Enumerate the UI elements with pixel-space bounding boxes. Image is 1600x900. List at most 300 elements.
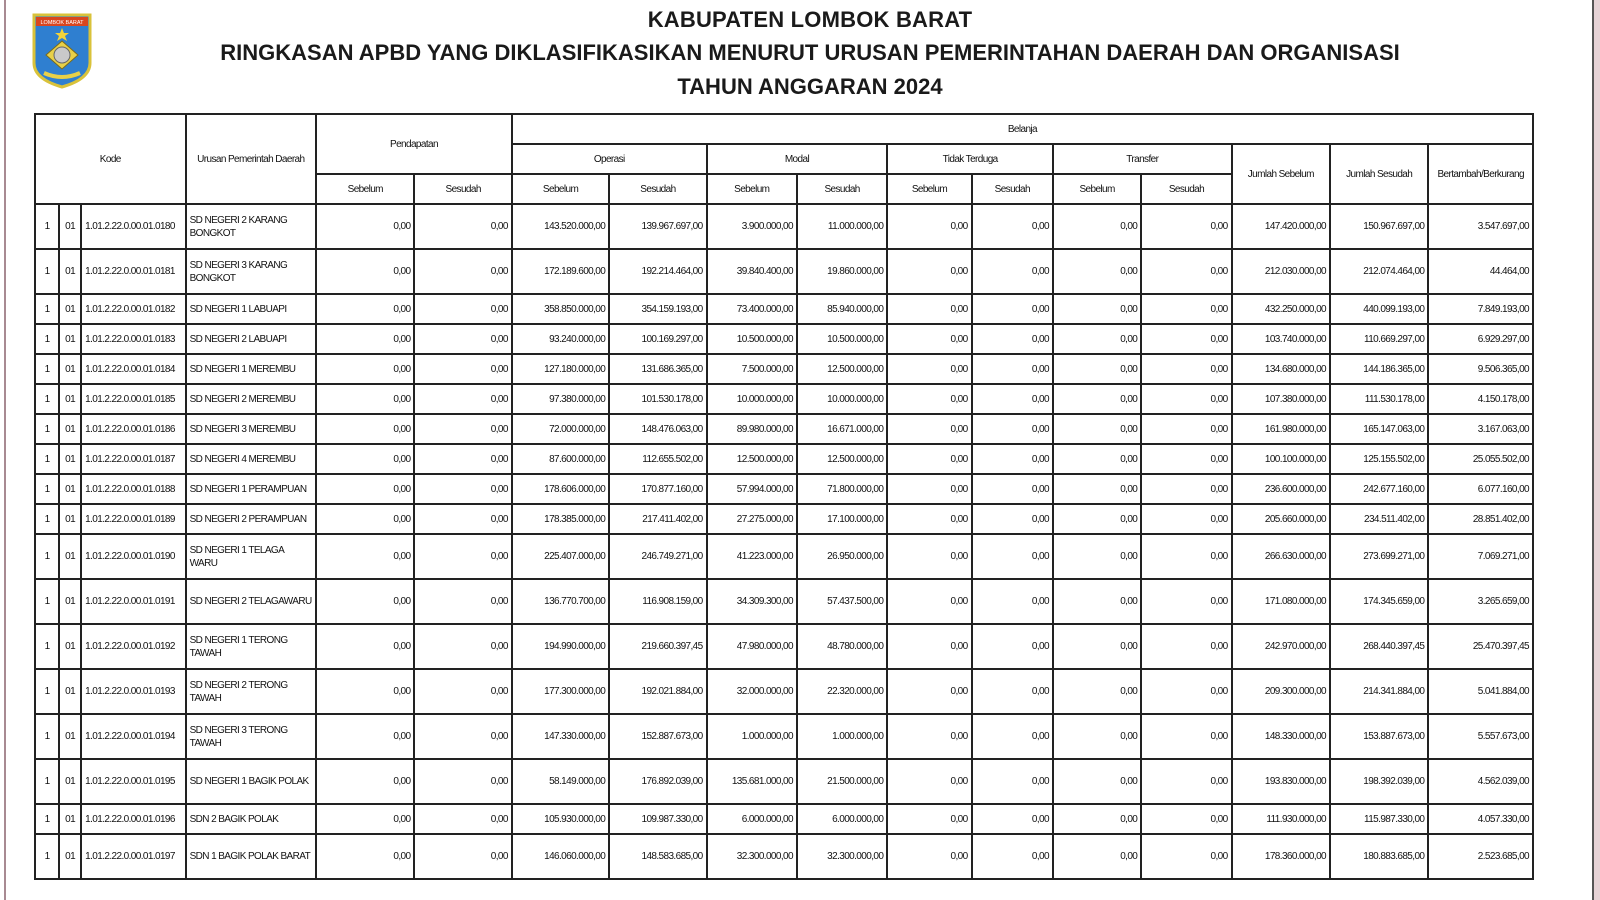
pendapatan-sesudah-cell: 0,00 <box>414 534 511 579</box>
jumlah-sebelum-cell: 107.380.000,00 <box>1232 384 1330 414</box>
jumlah-sesudah-cell: 150.967.697,00 <box>1330 204 1428 249</box>
pendapatan-sesudah-cell: 0,00 <box>414 834 511 879</box>
modal-sebelum-cell: 27.275.000,00 <box>707 504 797 534</box>
kode-level1-cell: 1 <box>35 474 59 504</box>
kode-level1-cell: 1 <box>35 534 59 579</box>
pendapatan-sebelum-cell: 0,00 <box>316 804 414 834</box>
table-row <box>35 474 1533 504</box>
modal-sebelum-cell: 41.223.000,00 <box>707 534 797 579</box>
modal-sesudah-cell: 32.300.000,00 <box>797 834 887 879</box>
modal-sesudah-cell: 85.940.000,00 <box>797 294 887 324</box>
kode-rekening-cell: 1.01.2.22.0.00.01.0181 <box>81 249 185 294</box>
pendapatan-sesudah-cell: 0,00 <box>414 324 511 354</box>
tidak-terduga-sesudah-cell: 0,00 <box>972 474 1053 504</box>
kode-level2-cell: 01 <box>59 669 81 714</box>
apbd-summary-table <box>34 113 1534 880</box>
tidak-terduga-sebelum-cell: 0,00 <box>887 534 971 579</box>
kode-level1-cell: 1 <box>35 759 59 804</box>
kode-level1-cell: 1 <box>35 714 59 759</box>
operasi-sebelum-cell: 225.407.000,00 <box>512 534 609 579</box>
transfer-sesudah-cell: 0,00 <box>1141 294 1231 324</box>
modal-sebelum-cell: 1.000.000,00 <box>707 714 797 759</box>
tidak-terduga-sebelum-cell: 0,00 <box>887 579 971 624</box>
pendapatan-sesudah-cell: 0,00 <box>414 354 511 384</box>
tidak-terduga-sebelum-cell: 0,00 <box>887 249 971 294</box>
header-jumlah-sebelum: Jumlah Sebelum <box>1232 144 1330 204</box>
transfer-sebelum-cell: 0,00 <box>1053 324 1141 354</box>
jumlah-sebelum-cell: 178.360.000,00 <box>1232 834 1330 879</box>
transfer-sebelum-cell: 0,00 <box>1053 294 1141 324</box>
header-modal-sebelum: Sebelum <box>707 174 797 204</box>
transfer-sebelum-cell: 0,00 <box>1053 384 1141 414</box>
operasi-sebelum-cell: 93.240.000,00 <box>512 324 609 354</box>
nama-organisasi-cell: SD NEGERI 4 MEREMBU <box>186 444 317 474</box>
operasi-sebelum-cell: 127.180.000,00 <box>512 354 609 384</box>
jumlah-sesudah-cell: 111.530.178,00 <box>1330 384 1428 414</box>
pendapatan-sesudah-cell: 0,00 <box>414 714 511 759</box>
tidak-terduga-sebelum-cell: 0,00 <box>887 504 971 534</box>
pendapatan-sesudah-cell: 0,00 <box>414 624 511 669</box>
operasi-sebelum-cell: 136.770.700,00 <box>512 579 609 624</box>
pendapatan-sesudah-cell: 0,00 <box>414 294 511 324</box>
tidak-terduga-sebelum-cell: 0,00 <box>887 384 971 414</box>
modal-sebelum-cell: 34.309.300,00 <box>707 579 797 624</box>
kode-level2-cell: 01 <box>59 534 81 579</box>
operasi-sesudah-cell: 139.967.697,00 <box>609 204 706 249</box>
tidak-terduga-sesudah-cell: 0,00 <box>972 249 1053 294</box>
pendapatan-sebelum-cell: 0,00 <box>316 414 414 444</box>
modal-sesudah-cell: 71.800.000,00 <box>797 474 887 504</box>
jumlah-sesudah-cell: 440.099.193,00 <box>1330 294 1428 324</box>
header-pendapatan-sebelum: Sebelum <box>316 174 414 204</box>
pendapatan-sesudah-cell: 0,00 <box>414 669 511 714</box>
tidak-terduga-sesudah-cell: 0,00 <box>972 354 1053 384</box>
pendapatan-sebelum-cell: 0,00 <box>316 249 414 294</box>
pendapatan-sebelum-cell: 0,00 <box>316 534 414 579</box>
pendapatan-sebelum-cell: 0,00 <box>316 474 414 504</box>
operasi-sebelum-cell: 105.930.000,00 <box>512 804 609 834</box>
operasi-sesudah-cell: 100.169.297,00 <box>609 324 706 354</box>
kode-rekening-cell: 1.01.2.22.0.00.01.0185 <box>81 384 185 414</box>
operasi-sesudah-cell: 217.411.402,00 <box>609 504 706 534</box>
pendapatan-sebelum-cell: 0,00 <box>316 759 414 804</box>
header-bertambah-berkurang: Bertambah/Berkurang <box>1428 144 1533 204</box>
kode-level1-cell: 1 <box>35 249 59 294</box>
title-tahun: TAHUN ANGGARAN 2024 <box>677 74 943 99</box>
modal-sebelum-cell: 32.000.000,00 <box>707 669 797 714</box>
tidak-terduga-sebelum-cell: 0,00 <box>887 354 971 384</box>
transfer-sebelum-cell: 0,00 <box>1053 804 1141 834</box>
operasi-sesudah-cell: 131.686.365,00 <box>609 354 706 384</box>
nama-organisasi-cell: SD NEGERI 3 MEREMBU <box>186 414 317 444</box>
transfer-sesudah-cell: 0,00 <box>1141 354 1231 384</box>
tidak-terduga-sesudah-cell: 0,00 <box>972 834 1053 879</box>
transfer-sesudah-cell: 0,00 <box>1141 324 1231 354</box>
transfer-sesudah-cell: 0,00 <box>1141 669 1231 714</box>
tidak-terduga-sebelum-cell: 0,00 <box>887 759 971 804</box>
pendapatan-sebelum-cell: 0,00 <box>316 204 414 249</box>
header-operasi-sesudah: Sesudah <box>609 174 706 204</box>
header-operasi: Operasi <box>512 144 707 174</box>
kode-level2-cell: 01 <box>59 249 81 294</box>
bertambah-berkurang-cell: 7.069.271,00 <box>1428 534 1533 579</box>
jumlah-sesudah-cell: 273.699.271,00 <box>1330 534 1428 579</box>
operasi-sesudah-cell: 246.749.271,00 <box>609 534 706 579</box>
transfer-sebelum-cell: 0,00 <box>1053 669 1141 714</box>
kode-level1-cell: 1 <box>35 204 59 249</box>
header-modal: Modal <box>707 144 888 174</box>
transfer-sesudah-cell: 0,00 <box>1141 414 1231 444</box>
jumlah-sesudah-cell: 115.987.330,00 <box>1330 804 1428 834</box>
pendapatan-sesudah-cell: 0,00 <box>414 579 511 624</box>
header-modal-sesudah: Sesudah <box>797 174 887 204</box>
transfer-sesudah-cell: 0,00 <box>1141 759 1231 804</box>
modal-sebelum-cell: 12.500.000,00 <box>707 444 797 474</box>
operasi-sebelum-cell: 177.300.000,00 <box>512 669 609 714</box>
kode-level2-cell: 01 <box>59 324 81 354</box>
operasi-sesudah-cell: 219.660.397,45 <box>609 624 706 669</box>
tidak-terduga-sesudah-cell: 0,00 <box>972 384 1053 414</box>
transfer-sebelum-cell: 0,00 <box>1053 354 1141 384</box>
transfer-sesudah-cell: 0,00 <box>1141 624 1231 669</box>
page-margin-right <box>1594 0 1600 900</box>
bertambah-berkurang-cell: 3.547.697,00 <box>1428 204 1533 249</box>
modal-sebelum-cell: 89.980.000,00 <box>707 414 797 444</box>
operasi-sebelum-cell: 58.149.000,00 <box>512 759 609 804</box>
page-edge-left <box>4 0 6 900</box>
operasi-sesudah-cell: 176.892.039,00 <box>609 759 706 804</box>
jumlah-sesudah-cell: 125.155.502,00 <box>1330 444 1428 474</box>
modal-sebelum-cell: 6.000.000,00 <box>707 804 797 834</box>
tidak-terduga-sesudah-cell: 0,00 <box>972 714 1053 759</box>
modal-sesudah-cell: 6.000.000,00 <box>797 804 887 834</box>
modal-sebelum-cell: 10.500.000,00 <box>707 324 797 354</box>
jumlah-sebelum-cell: 193.830.000,00 <box>1232 759 1330 804</box>
jumlah-sesudah-cell: 174.345.659,00 <box>1330 579 1428 624</box>
nama-organisasi-cell: SD NEGERI 1 TERONG TAWAH <box>186 624 317 669</box>
tidak-terduga-sebelum-cell: 0,00 <box>887 804 971 834</box>
jumlah-sesudah-cell: 234.511.402,00 <box>1330 504 1428 534</box>
jumlah-sebelum-cell: 147.420.000,00 <box>1232 204 1330 249</box>
bertambah-berkurang-cell: 4.150.178,00 <box>1428 384 1533 414</box>
nama-organisasi-cell: SD NEGERI 2 LABUAPI <box>186 324 317 354</box>
transfer-sesudah-cell: 0,00 <box>1141 504 1231 534</box>
kode-level1-cell: 1 <box>35 444 59 474</box>
modal-sesudah-cell: 48.780.000,00 <box>797 624 887 669</box>
bertambah-berkurang-cell: 7.849.193,00 <box>1428 294 1533 324</box>
kode-rekening-cell: 1.01.2.22.0.00.01.0186 <box>81 414 185 444</box>
tidak-terduga-sesudah-cell: 0,00 <box>972 324 1053 354</box>
header-tt-sebelum: Sebelum <box>887 174 971 204</box>
modal-sebelum-cell: 32.300.000,00 <box>707 834 797 879</box>
jumlah-sebelum-cell: 266.630.000,00 <box>1232 534 1330 579</box>
transfer-sesudah-cell: 0,00 <box>1141 534 1231 579</box>
nama-organisasi-cell: SD NEGERI 2 MEREMBU <box>186 384 317 414</box>
modal-sebelum-cell: 73.400.000,00 <box>707 294 797 324</box>
table-row <box>35 249 1533 294</box>
tidak-terduga-sebelum-cell: 0,00 <box>887 294 971 324</box>
operasi-sebelum-cell: 87.600.000,00 <box>512 444 609 474</box>
operasi-sebelum-cell: 194.990.000,00 <box>512 624 609 669</box>
pendapatan-sebelum-cell: 0,00 <box>316 504 414 534</box>
nama-organisasi-cell: SD NEGERI 1 BAGIK POLAK <box>186 759 317 804</box>
tidak-terduga-sesudah-cell: 0,00 <box>972 804 1053 834</box>
operasi-sebelum-cell: 97.380.000,00 <box>512 384 609 414</box>
kode-level1-cell: 1 <box>35 354 59 384</box>
transfer-sesudah-cell: 0,00 <box>1141 474 1231 504</box>
modal-sesudah-cell: 17.100.000,00 <box>797 504 887 534</box>
header-jumlah-sesudah: Jumlah Sesudah <box>1330 144 1428 204</box>
modal-sebelum-cell: 47.980.000,00 <box>707 624 797 669</box>
table-row <box>35 579 1533 624</box>
nama-organisasi-cell: SD NEGERI 2 TERONG TAWAH <box>186 669 317 714</box>
nama-organisasi-cell: SD NEGERI 2 TELAGAWARU <box>186 579 317 624</box>
modal-sesudah-cell: 1.000.000,00 <box>797 714 887 759</box>
modal-sesudah-cell: 26.950.000,00 <box>797 534 887 579</box>
pendapatan-sebelum-cell: 0,00 <box>316 324 414 354</box>
nama-organisasi-cell: SD NEGERI 1 TELAGA WARU <box>186 534 317 579</box>
nama-organisasi-cell: SDN 2 BAGIK POLAK <box>186 804 317 834</box>
pendapatan-sebelum-cell: 0,00 <box>316 384 414 414</box>
modal-sebelum-cell: 3.900.000,00 <box>707 204 797 249</box>
tidak-terduga-sebelum-cell: 0,00 <box>887 204 971 249</box>
transfer-sesudah-cell: 0,00 <box>1141 249 1231 294</box>
modal-sesudah-cell: 57.437.500,00 <box>797 579 887 624</box>
table-row <box>35 384 1533 414</box>
jumlah-sebelum-cell: 242.970.000,00 <box>1232 624 1330 669</box>
kode-rekening-cell: 1.01.2.22.0.00.01.0192 <box>81 624 185 669</box>
kode-level2-cell: 01 <box>59 474 81 504</box>
jumlah-sebelum-cell: 161.980.000,00 <box>1232 414 1330 444</box>
nama-organisasi-cell: SD NEGERI 1 PERAMPUAN <box>186 474 317 504</box>
bertambah-berkurang-cell: 44.464,00 <box>1428 249 1533 294</box>
jumlah-sesudah-cell: 268.440.397,45 <box>1330 624 1428 669</box>
tidak-terduga-sebelum-cell: 0,00 <box>887 474 971 504</box>
kode-level2-cell: 01 <box>59 834 81 879</box>
transfer-sesudah-cell: 0,00 <box>1141 444 1231 474</box>
modal-sesudah-cell: 21.500.000,00 <box>797 759 887 804</box>
title-ringkasan: RINGKASAN APBD YANG DIKLASIFIKASIKAN MENURUT URUSAN PEMERINTAHAN DAERAH DAN ORGANISASI <box>220 40 1400 65</box>
operasi-sesudah-cell: 148.476.063,00 <box>609 414 706 444</box>
operasi-sesudah-cell: 112.655.502,00 <box>609 444 706 474</box>
transfer-sesudah-cell: 0,00 <box>1141 714 1231 759</box>
modal-sebelum-cell: 10.000.000,00 <box>707 384 797 414</box>
kode-level2-cell: 01 <box>59 759 81 804</box>
table-row <box>35 759 1533 804</box>
header-transfer-sebelum: Sebelum <box>1053 174 1141 204</box>
jumlah-sesudah-cell: 110.669.297,00 <box>1330 324 1428 354</box>
bertambah-berkurang-cell: 25.470.397,45 <box>1428 624 1533 669</box>
pendapatan-sesudah-cell: 0,00 <box>414 504 511 534</box>
pendapatan-sebelum-cell: 0,00 <box>316 354 414 384</box>
table-row <box>35 669 1533 714</box>
modal-sebelum-cell: 57.994.000,00 <box>707 474 797 504</box>
pendapatan-sesudah-cell: 0,00 <box>414 384 511 414</box>
kode-level1-cell: 1 <box>35 324 59 354</box>
pendapatan-sebelum-cell: 0,00 <box>316 579 414 624</box>
jumlah-sebelum-cell: 100.100.000,00 <box>1232 444 1330 474</box>
bertambah-berkurang-cell: 5.041.884,00 <box>1428 669 1533 714</box>
transfer-sesudah-cell: 0,00 <box>1141 384 1231 414</box>
transfer-sebelum-cell: 0,00 <box>1053 834 1141 879</box>
pendapatan-sebelum-cell: 0,00 <box>316 834 414 879</box>
jumlah-sebelum-cell: 432.250.000,00 <box>1232 294 1330 324</box>
kode-rekening-cell: 1.01.2.22.0.00.01.0197 <box>81 834 185 879</box>
table-row <box>35 714 1533 759</box>
jumlah-sebelum-cell: 148.330.000,00 <box>1232 714 1330 759</box>
kode-rekening-cell: 1.01.2.22.0.00.01.0180 <box>81 204 185 249</box>
jumlah-sebelum-cell: 209.300.000,00 <box>1232 669 1330 714</box>
tidak-terduga-sebelum-cell: 0,00 <box>887 324 971 354</box>
table-row <box>35 504 1533 534</box>
table-row <box>35 324 1533 354</box>
kode-level2-cell: 01 <box>59 414 81 444</box>
header-tt-sesudah: Sesudah <box>972 174 1053 204</box>
tidak-terduga-sebelum-cell: 0,00 <box>887 414 971 444</box>
jumlah-sebelum-cell: 212.030.000,00 <box>1232 249 1330 294</box>
pendapatan-sebelum-cell: 0,00 <box>316 669 414 714</box>
kode-rekening-cell: 1.01.2.22.0.00.01.0184 <box>81 354 185 384</box>
pendapatan-sebelum-cell: 0,00 <box>316 624 414 669</box>
tidak-terduga-sebelum-cell: 0,00 <box>887 669 971 714</box>
operasi-sebelum-cell: 143.520.000,00 <box>512 204 609 249</box>
modal-sesudah-cell: 12.500.000,00 <box>797 444 887 474</box>
kode-rekening-cell: 1.01.2.22.0.00.01.0189 <box>81 504 185 534</box>
tidak-terduga-sesudah-cell: 0,00 <box>972 669 1053 714</box>
pendapatan-sesudah-cell: 0,00 <box>414 249 511 294</box>
operasi-sebelum-cell: 72.000.000,00 <box>512 414 609 444</box>
transfer-sebelum-cell: 0,00 <box>1053 759 1141 804</box>
operasi-sesudah-cell: 170.877.160,00 <box>609 474 706 504</box>
kode-level2-cell: 01 <box>59 294 81 324</box>
table-row <box>35 444 1533 474</box>
bertambah-berkurang-cell: 9.506.365,00 <box>1428 354 1533 384</box>
kode-level1-cell: 1 <box>35 294 59 324</box>
jumlah-sesudah-cell: 153.887.673,00 <box>1330 714 1428 759</box>
kode-level2-cell: 01 <box>59 204 81 249</box>
operasi-sebelum-cell: 146.060.000,00 <box>512 834 609 879</box>
modal-sebelum-cell: 7.500.000,00 <box>707 354 797 384</box>
table-row <box>35 294 1533 324</box>
transfer-sebelum-cell: 0,00 <box>1053 444 1141 474</box>
transfer-sesudah-cell: 0,00 <box>1141 834 1231 879</box>
jumlah-sebelum-cell: 134.680.000,00 <box>1232 354 1330 384</box>
nama-organisasi-cell: SD NEGERI 3 TERONG TAWAH <box>186 714 317 759</box>
transfer-sebelum-cell: 0,00 <box>1053 714 1141 759</box>
modal-sesudah-cell: 10.500.000,00 <box>797 324 887 354</box>
header-tidak-terduga: Tidak Terduga <box>887 144 1053 174</box>
kode-level2-cell: 01 <box>59 504 81 534</box>
kode-level2-cell: 01 <box>59 624 81 669</box>
jumlah-sesudah-cell: 214.341.884,00 <box>1330 669 1428 714</box>
operasi-sesudah-cell: 192.021.884,00 <box>609 669 706 714</box>
jumlah-sebelum-cell: 171.080.000,00 <box>1232 579 1330 624</box>
tidak-terduga-sesudah-cell: 0,00 <box>972 204 1053 249</box>
operasi-sebelum-cell: 358.850.000,00 <box>512 294 609 324</box>
bertambah-berkurang-cell: 28.851.402,00 <box>1428 504 1533 534</box>
kode-level1-cell: 1 <box>35 579 59 624</box>
bertambah-berkurang-cell: 5.557.673,00 <box>1428 714 1533 759</box>
pendapatan-sesudah-cell: 0,00 <box>414 474 511 504</box>
transfer-sebelum-cell: 0,00 <box>1053 474 1141 504</box>
bertambah-berkurang-cell: 3.265.659,00 <box>1428 579 1533 624</box>
transfer-sebelum-cell: 0,00 <box>1053 624 1141 669</box>
jumlah-sebelum-cell: 111.930.000,00 <box>1232 804 1330 834</box>
pendapatan-sebelum-cell: 0,00 <box>316 294 414 324</box>
modal-sesudah-cell: 19.860.000,00 <box>797 249 887 294</box>
modal-sebelum-cell: 135.681.000,00 <box>707 759 797 804</box>
operasi-sesudah-cell: 116.908.159,00 <box>609 579 706 624</box>
tidak-terduga-sebelum-cell: 0,00 <box>887 834 971 879</box>
pendapatan-sebelum-cell: 0,00 <box>316 444 414 474</box>
kode-level1-cell: 1 <box>35 834 59 879</box>
jumlah-sebelum-cell: 236.600.000,00 <box>1232 474 1330 504</box>
kode-level2-cell: 01 <box>59 714 81 759</box>
jumlah-sebelum-cell: 103.740.000,00 <box>1232 324 1330 354</box>
table-row <box>35 354 1533 384</box>
jumlah-sesudah-cell: 144.186.365,00 <box>1330 354 1428 384</box>
jumlah-sesudah-cell: 180.883.685,00 <box>1330 834 1428 879</box>
header-kode: Kode <box>35 114 186 204</box>
bertambah-berkurang-cell: 2.523.685,00 <box>1428 834 1533 879</box>
operasi-sesudah-cell: 101.530.178,00 <box>609 384 706 414</box>
kode-rekening-cell: 1.01.2.22.0.00.01.0193 <box>81 669 185 714</box>
pendapatan-sesudah-cell: 0,00 <box>414 414 511 444</box>
svg-text:LOMBOK BARAT: LOMBOK BARAT <box>40 20 84 26</box>
jumlah-sesudah-cell: 212.074.464,00 <box>1330 249 1428 294</box>
bertambah-berkurang-cell: 25.055.502,00 <box>1428 444 1533 474</box>
modal-sebelum-cell: 39.840.400,00 <box>707 249 797 294</box>
kode-level1-cell: 1 <box>35 414 59 444</box>
kode-rekening-cell: 1.01.2.22.0.00.01.0196 <box>81 804 185 834</box>
table-row <box>35 414 1533 444</box>
modal-sesudah-cell: 16.671.000,00 <box>797 414 887 444</box>
tidak-terduga-sesudah-cell: 0,00 <box>972 294 1053 324</box>
nama-organisasi-cell: SD NEGERI 3 KARANG BONGKOT <box>186 249 317 294</box>
nama-organisasi-cell: SD NEGERI 2 PERAMPUAN <box>186 504 317 534</box>
tidak-terduga-sesudah-cell: 0,00 <box>972 534 1053 579</box>
kode-rekening-cell: 1.01.2.22.0.00.01.0187 <box>81 444 185 474</box>
modal-sesudah-cell: 11.000.000,00 <box>797 204 887 249</box>
lombok-barat-shield-logo-icon <box>32 13 92 89</box>
bertambah-berkurang-cell: 6.929.297,00 <box>1428 324 1533 354</box>
transfer-sesudah-cell: 0,00 <box>1141 579 1231 624</box>
kode-rekening-cell: 1.01.2.22.0.00.01.0195 <box>81 759 185 804</box>
jumlah-sebelum-cell: 205.660.000,00 <box>1232 504 1330 534</box>
header-belanja: Belanja <box>512 114 1533 144</box>
operasi-sebelum-cell: 178.385.000,00 <box>512 504 609 534</box>
kode-rekening-cell: 1.01.2.22.0.00.01.0191 <box>81 579 185 624</box>
kode-rekening-cell: 1.01.2.22.0.00.01.0194 <box>81 714 185 759</box>
bertambah-berkurang-cell: 6.077.160,00 <box>1428 474 1533 504</box>
modal-sesudah-cell: 22.320.000,00 <box>797 669 887 714</box>
bertambah-berkurang-cell: 4.562.039,00 <box>1428 759 1533 804</box>
tidak-terduga-sebelum-cell: 0,00 <box>887 444 971 474</box>
transfer-sesudah-cell: 0,00 <box>1141 204 1231 249</box>
table-row <box>35 834 1533 879</box>
header-operasi-sebelum: Sebelum <box>512 174 609 204</box>
table-row <box>35 804 1533 834</box>
table-row <box>35 534 1533 579</box>
bertambah-berkurang-cell: 4.057.330,00 <box>1428 804 1533 834</box>
bertambah-berkurang-cell: 3.167.063,00 <box>1428 414 1533 444</box>
transfer-sesudah-cell: 0,00 <box>1141 804 1231 834</box>
operasi-sebelum-cell: 147.330.000,00 <box>512 714 609 759</box>
kode-level2-cell: 01 <box>59 444 81 474</box>
operasi-sebelum-cell: 178.606.000,00 <box>512 474 609 504</box>
transfer-sebelum-cell: 0,00 <box>1053 534 1141 579</box>
operasi-sesudah-cell: 109.987.330,00 <box>609 804 706 834</box>
